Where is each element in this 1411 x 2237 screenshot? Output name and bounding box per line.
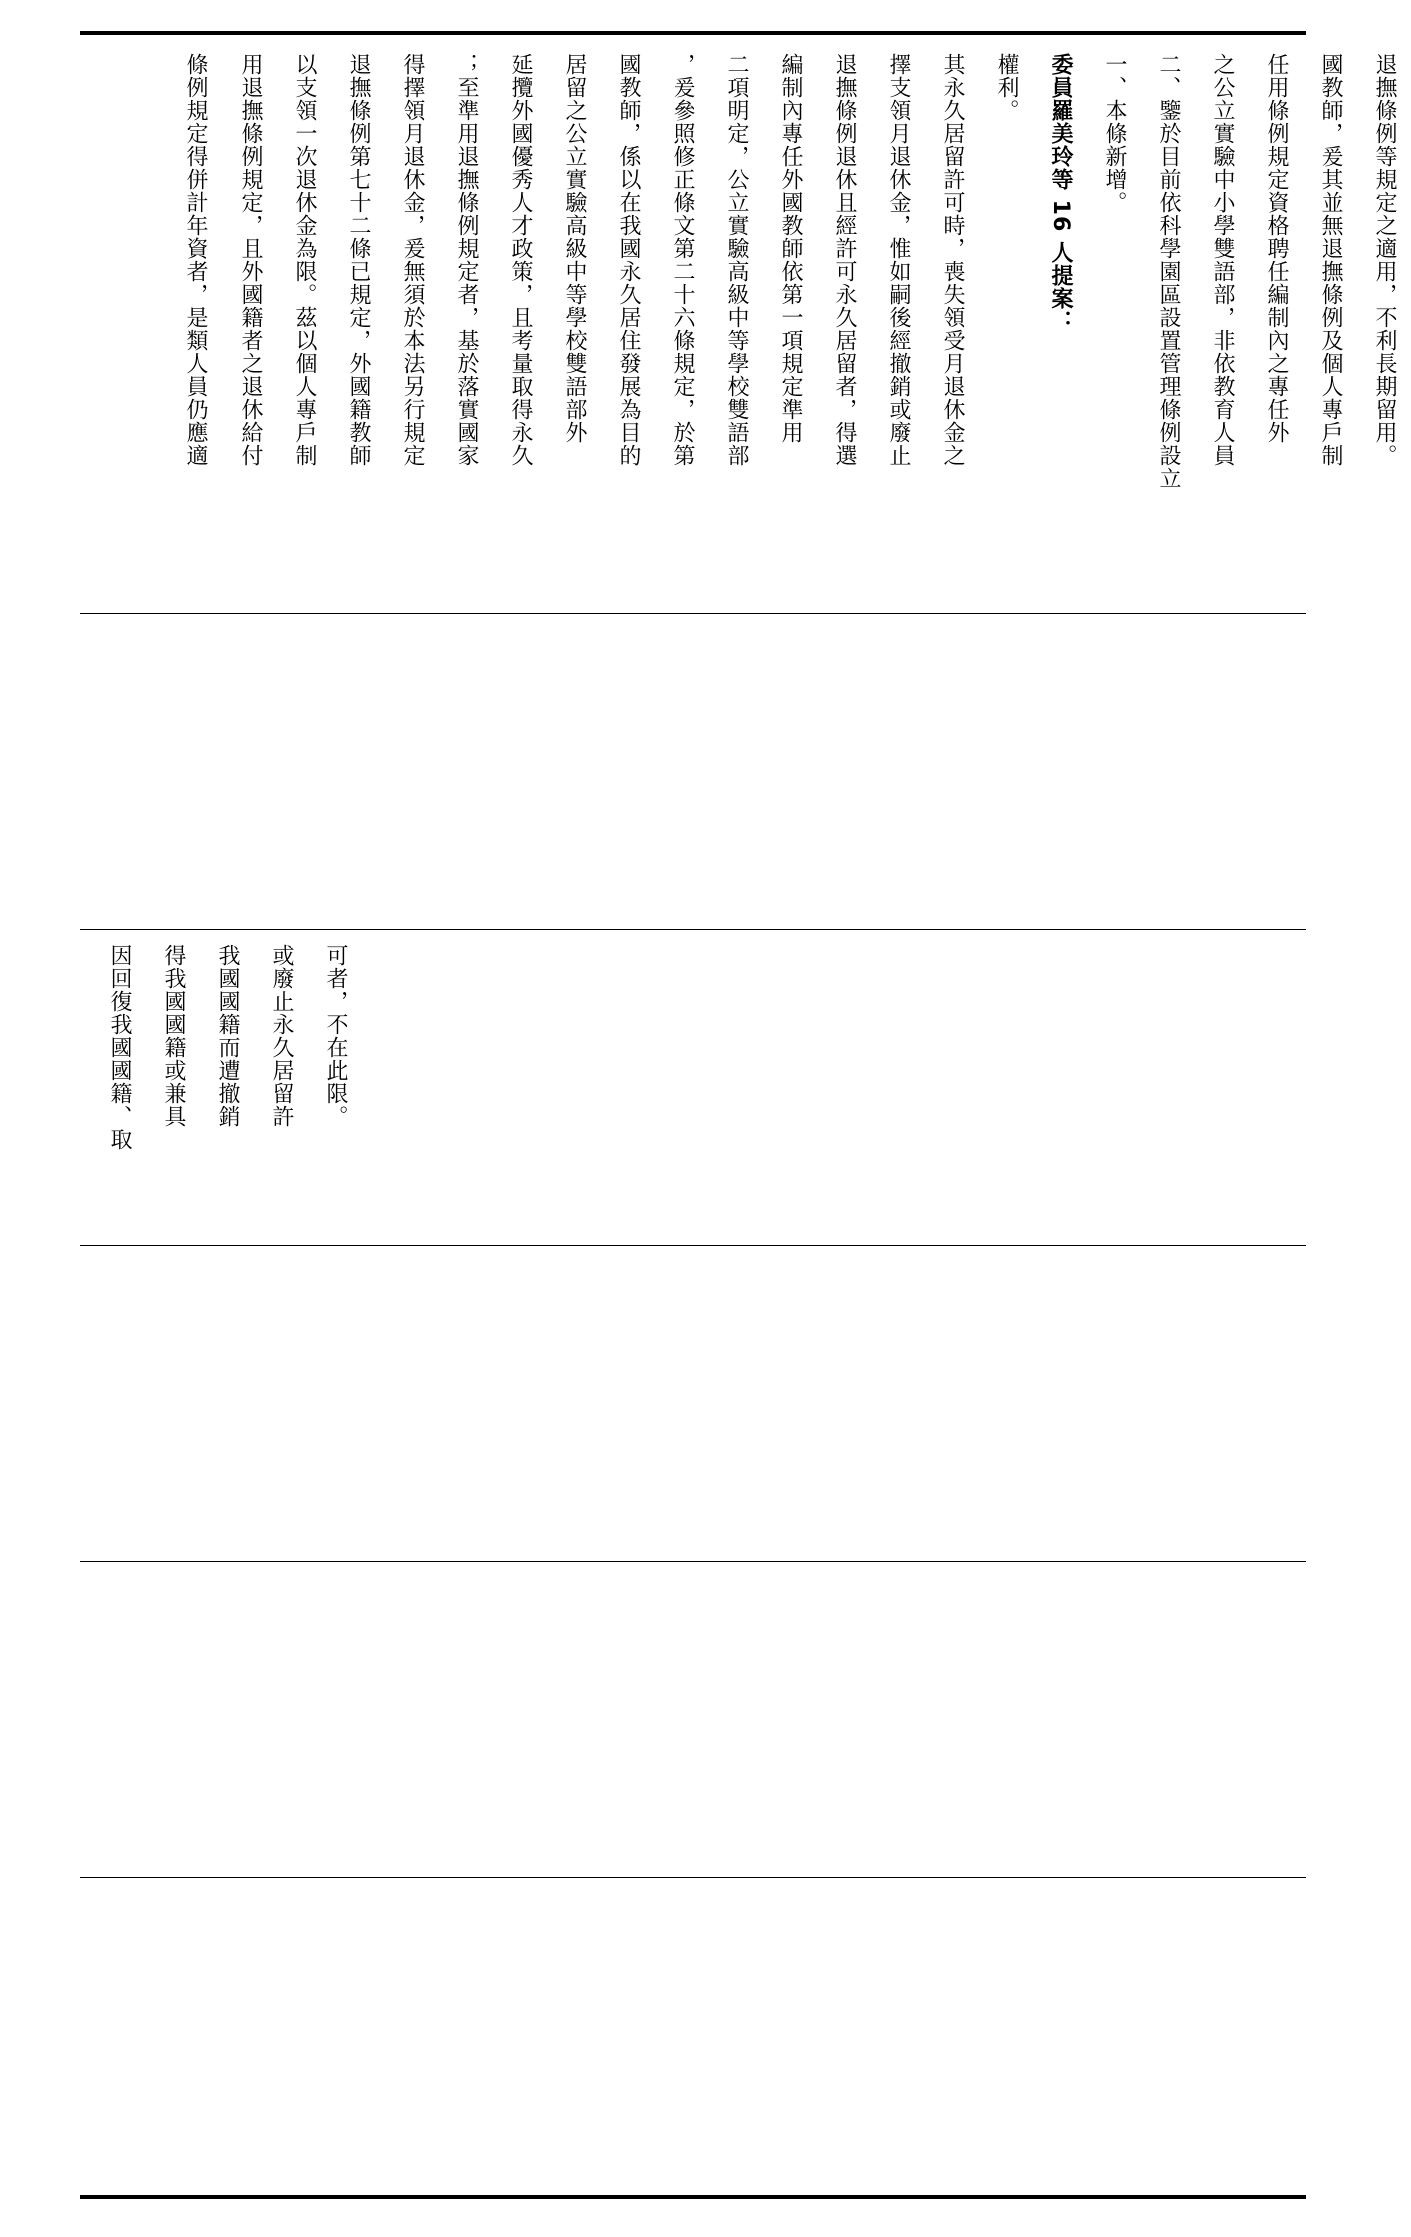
- explanation-line: 退撫條例退休且經許可永久居留者，得選: [832, 53, 857, 467]
- explanation-line: 延攬外國優秀人才政策，且考量取得永久: [508, 53, 533, 467]
- empty-cell: [80, 1878, 1306, 2195]
- explanation-line: 以支領一次退休金為限。茲以個人專戶制: [292, 53, 317, 467]
- table-bottom-border: [80, 2195, 1306, 2199]
- explanation-line: 權利。: [994, 53, 1019, 122]
- proviso-line: 因回復我國國籍、取: [107, 944, 132, 1151]
- empty-cell: [80, 1562, 1306, 1877]
- explanation-line: 其永久居留許可時，喪失領受月退休金之: [940, 53, 965, 467]
- explanation-cell: [80, 35, 1397, 613]
- empty-cell: [80, 1246, 1306, 1561]
- proposal-line: 一、本條新增。: [1102, 53, 1127, 214]
- proviso-line: 或廢止永久居留許: [269, 944, 294, 1128]
- explanation-line: 居留之公立實驗高級中等學校雙語部外: [562, 53, 587, 444]
- proviso-cell: [80, 930, 1306, 1245]
- explanation-line: ；至準用退撫條例規定者，基於落實國家: [454, 53, 479, 467]
- proviso-line: 我國國籍而遭撤銷: [215, 944, 240, 1128]
- proviso-line: 可者，不在此限。: [323, 944, 348, 1128]
- explanation-line: 退撫條例第七十二條已規定，外國籍教師: [346, 53, 371, 467]
- proposal-line: 退撫條例等規定之適用，不利長期留用。: [1372, 53, 1397, 467]
- explanation-line: 二項明定，公立實驗高級中等學校雙語部: [724, 53, 749, 467]
- proposal-line: 之公立實驗中小學雙語部，非依教育人員: [1210, 53, 1235, 467]
- explanation-line: 擇支領月退休金，惟如嗣後經撤銷或廢止: [886, 53, 911, 467]
- proposal-line: 任用條例規定資格聘任編制內之專任外: [1264, 53, 1289, 444]
- explanation-line: 編制內專任外國教師依第一項規定準用: [778, 53, 803, 444]
- proposal-heading: 委員羅美玲等 16 人提案：: [1048, 53, 1073, 333]
- explanation-line: 用退撫條例規定，且外國籍者之退休給付: [238, 53, 263, 467]
- explanation-line: 條例規定得併計年資者，是類人員仍應適: [183, 53, 208, 467]
- proposal-line: 國教師，爰其並無退撫條例及個人專戶制: [1318, 53, 1343, 467]
- proviso-line: 得我國國籍或兼具: [161, 944, 186, 1128]
- explanation-line: 國教師，係以在我國永久居住發展為目的: [616, 53, 641, 467]
- explanation-line: 得擇領月退休金，爰無須於本法另行規定: [400, 53, 425, 467]
- explanation-line: ，爰參照修正條文第二十六條規定，於第: [670, 53, 695, 467]
- empty-cell: [80, 614, 1306, 929]
- proposal-line: 二、鑒於目前依科學園區設置管理條例設立: [1156, 53, 1181, 490]
